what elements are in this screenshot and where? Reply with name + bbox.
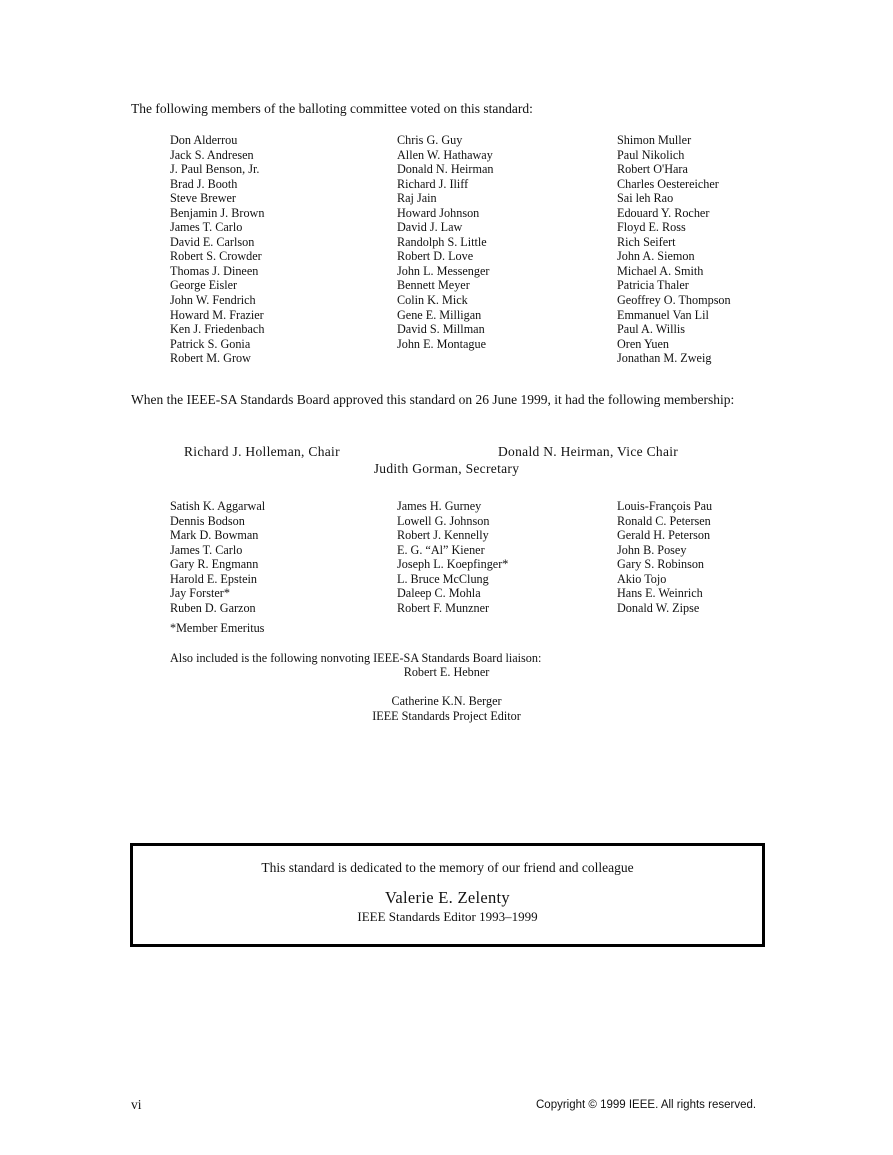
member-name: John B. Posey (617, 542, 687, 557)
emeritus-note: *Member Emeritus (170, 621, 265, 635)
member-name: Robert O'Hara (617, 162, 688, 177)
member-name: David J. Law (397, 220, 463, 235)
liaison-name: Robert E. Hebner (403, 665, 490, 679)
member-name: E. G. “Al” Kiener (397, 542, 485, 557)
board-secretary: Judith Gorman, Secretary (373, 461, 520, 476)
member-name: John W. Fendrich (170, 293, 256, 308)
dedication-name: Valerie E. Zelenty (385, 888, 510, 907)
member-name: Donald N. Heirman (397, 162, 494, 177)
member-name: Thomas J. Dineen (170, 263, 259, 278)
member-name: Brad J. Booth (170, 176, 238, 191)
member-name: Louis-François Pau (617, 499, 713, 513)
member-name: James H. Gurney (397, 499, 482, 513)
member-name: Jack S. Andresen (170, 147, 254, 162)
ballot-column-2 (397, 133, 493, 351)
member-name: Benjamin J. Brown (170, 205, 265, 220)
member-name: Howard M. Frazier (170, 307, 264, 322)
member-name: Robert D. Love (397, 249, 474, 264)
member-name: Charles Oestereicher (617, 176, 719, 191)
member-name: Patrick S. Gonia (170, 336, 251, 351)
member-name: Robert F. Munzner (397, 600, 490, 615)
member-name: James T. Carlo (170, 220, 243, 235)
board-column-1 (170, 499, 265, 615)
member-name: Rich Seifert (617, 234, 676, 249)
member-name: Randolph S. Little (397, 234, 487, 249)
member-name: Gary S. Robinson (617, 557, 705, 572)
member-name: Edouard Y. Rocher (617, 205, 710, 220)
member-name: Don Alderrou (170, 133, 238, 147)
copyright-notice: Copyright © 1999 IEEE. All rights reserved. (536, 1099, 757, 1111)
dedication-box (130, 843, 765, 947)
member-name: Sai leh Rao (617, 191, 674, 206)
member-name: Joseph L. Koepfinger* (397, 557, 509, 572)
ballot-intro: The following members of the balloting committee voted on this standard: (131, 101, 533, 116)
member-name: Geoffrey O. Thompson (617, 293, 731, 308)
dedication-text: This standard is dedicated to the memory of our friend and colleague (261, 860, 634, 875)
board-column-2 (397, 499, 508, 615)
board-column-3 (617, 499, 712, 615)
liaison-intro: Also included is the following nonvoting IEEE-SA Standards Board liaison: (170, 651, 542, 665)
member-name: Jay Forster* (170, 586, 230, 601)
board-vice-chair: Donald N. Heirman, Vice Chair (498, 444, 679, 459)
member-name: Michael A. Smith (617, 263, 704, 278)
editor-title: IEEE Standards Project Editor (372, 709, 521, 723)
member-name: Daleep C. Mohla (397, 586, 481, 601)
member-name: Howard Johnson (397, 205, 480, 220)
member-name: Hans E. Weinrich (617, 586, 703, 601)
member-name: John E. Montague (397, 336, 487, 351)
member-name: David S. Millman (397, 322, 485, 337)
member-name: Ken J. Friedenbach (170, 322, 265, 337)
board-chair: Richard J. Holleman, Chair (184, 444, 340, 459)
member-name: J. Paul Benson, Jr. (170, 162, 260, 177)
member-name: Patricia Thaler (617, 278, 689, 293)
member-name: Colin K. Mick (397, 293, 468, 308)
member-name: Allen W. Hathaway (397, 147, 493, 162)
member-name: David E. Carlson (170, 234, 255, 249)
member-name: Akio Tojo (617, 571, 667, 586)
member-name: Robert J. Kennelly (397, 528, 489, 543)
board-intro: When the IEEE-SA Standards Board approved this standard on 26 June 1999, it had the following membership: (131, 392, 735, 407)
member-name: Lowell G. Johnson (397, 513, 490, 528)
member-name: Raj Jain (397, 191, 437, 206)
member-name: Richard J. Iliff (397, 176, 469, 191)
member-name: Satish K. Aggarwal (170, 499, 266, 513)
member-name: John A. Siemon (617, 249, 695, 264)
member-name: Dennis Bodson (170, 513, 245, 528)
member-name: Oren Yuen (617, 336, 670, 351)
member-name: Jonathan M. Zweig (617, 351, 712, 366)
ballot-column-1 (170, 133, 264, 366)
member-name: Mark D. Bowman (170, 528, 259, 543)
member-name: Floyd E. Ross (617, 220, 686, 235)
member-name: Gary R. Engmann (170, 557, 259, 572)
member-name: L. Bruce McClung (397, 571, 489, 586)
page-number: vi (131, 1097, 142, 1112)
member-name: Emmanuel Van Lil (617, 307, 709, 322)
member-name: Ruben D. Garzon (170, 600, 256, 615)
member-name: George Eisler (170, 278, 238, 293)
member-name: Chris G. Guy (397, 133, 463, 147)
member-name: Gerald H. Peterson (617, 528, 711, 543)
member-name: Harold E. Epstein (170, 571, 257, 586)
member-name: Shimon Muller (617, 133, 692, 147)
member-name: Paul A. Willis (617, 322, 686, 337)
member-name: Bennett Meyer (397, 278, 470, 293)
member-name: Robert S. Crowder (170, 249, 262, 264)
editor-name: Catherine K.N. Berger (391, 694, 502, 708)
member-name: Robert M. Grow (170, 351, 251, 366)
dedication-role: IEEE Standards Editor 1993–1999 (357, 909, 538, 924)
member-name: James T. Carlo (170, 542, 243, 557)
member-name: Donald W. Zipse (617, 600, 700, 615)
member-name: Paul Nikolich (617, 147, 685, 162)
member-name: John L. Messenger (397, 263, 490, 278)
member-name: Steve Brewer (170, 191, 236, 206)
member-name: Gene E. Milligan (397, 307, 482, 322)
ballot-column-3 (617, 133, 731, 366)
member-name: Ronald C. Petersen (617, 513, 711, 528)
